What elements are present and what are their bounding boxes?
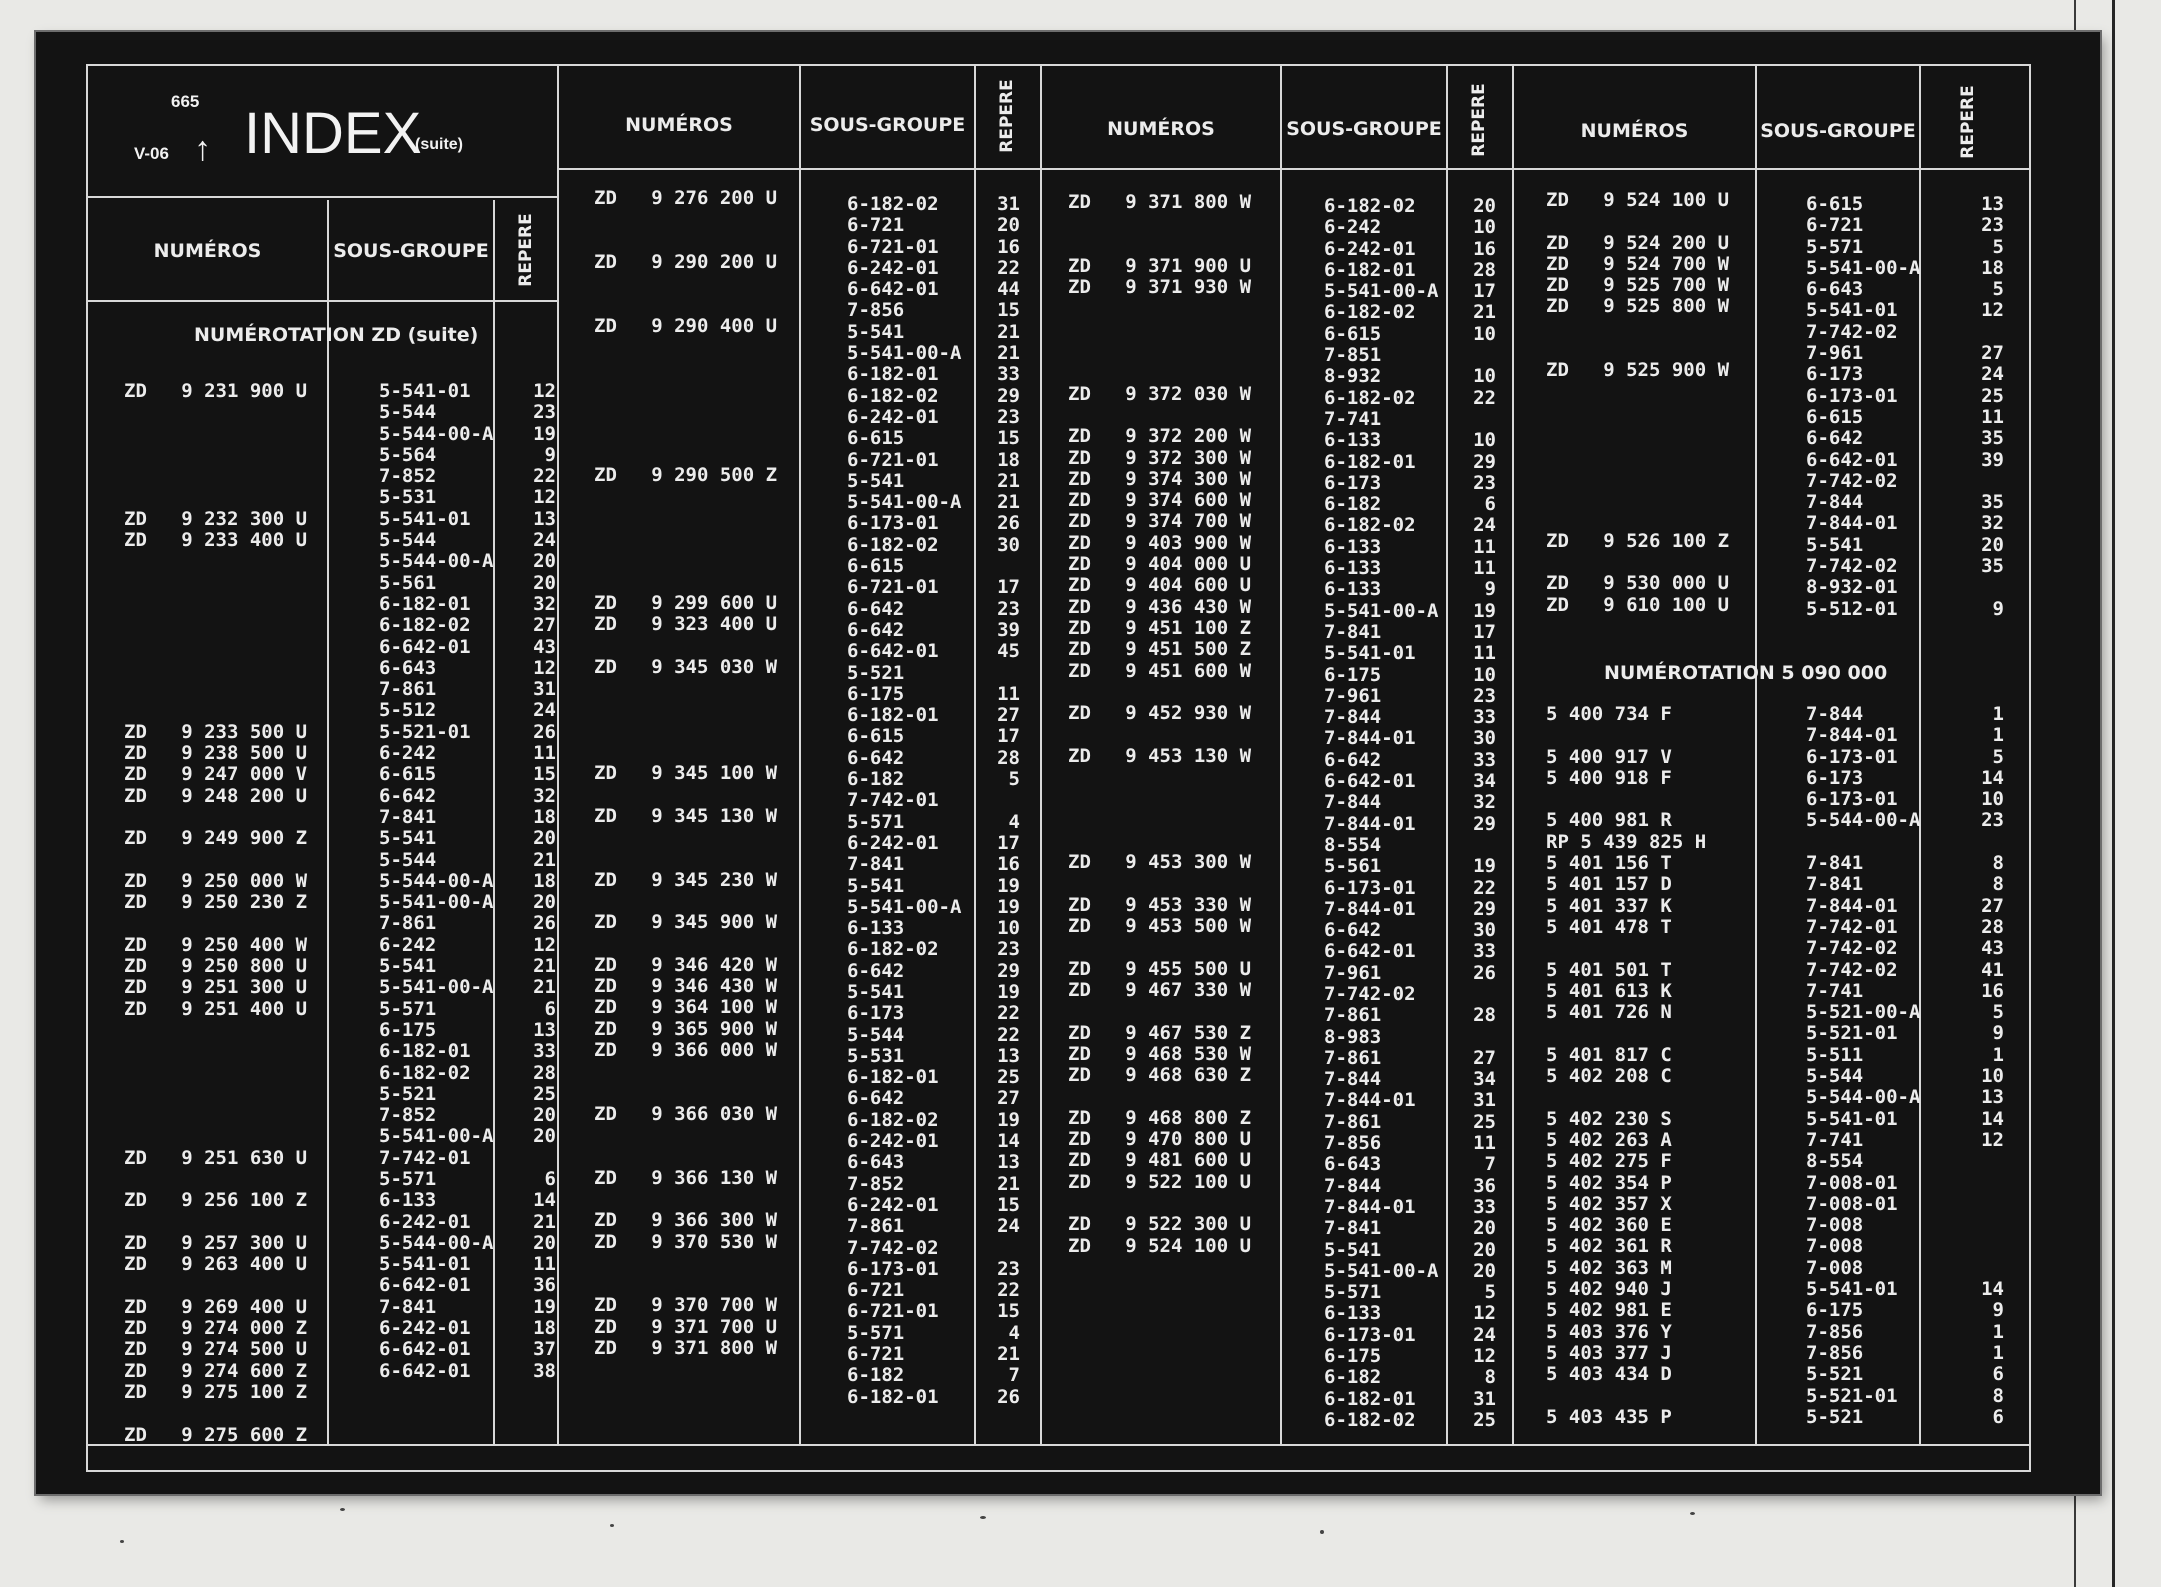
divider [1280, 64, 1282, 1446]
page-title-suffix: (suite) [415, 136, 463, 153]
header-rule [557, 168, 2031, 170]
sous-groupe-column: 6-182-02 6-721 6-721-01 6-242-01 6-642-01 7-856 5-541 5-541-00-A 6-182-01 6-182-02 6-242-01 6-615 6-721-01 5-541 5-541-00-A 6-173-01 6-182-02 6-615 6-721-01 6-642 6-642 6-642-01 5-521 6-175 6-182-01 6-615 6-642 6-182 7-742-01 5-571 6-242-01 7-841 5-541 5-541-00-A 6-133 6-182-02 6-642 5-541 6-173 5-544 5-531 6-182-01 6-642 6-182-02 6-242-01 6-643 7-852 6-242-01 7-861 7-742-02 6-173-01 6-721 6-721-01 5-571 6-721 6-182 6-182-01 [847, 193, 962, 1408]
paper-speck [120, 1540, 124, 1543]
photo-edge-line [2112, 0, 2115, 1587]
numeros-column: ZD 9 276 200 U ZD 9 290 200 U ZD 9 290 400 U ZD 9 290 500 Z ZD 9 299 600 U ZD 9 323 400 U ZD 9 345 030 W ZD 9 345 100 W ZD 9 345 130 W ZD 9 345 230 W ZD 9 345 900 W ZD 9 346 420 W ZD 9 346 430 W ZD 9 364 100 W ZD 9 365 900 W ZD 9 366 000 W ZD 9 366 030 W ZD 9 366 130 W ZD 9 366 300 W ZD 9 370 530 W ZD 9 370 700 W ZD 9 371 700 U ZD 9 371 800 W [594, 187, 778, 1360]
title-rule [86, 196, 559, 198]
header-repere: REPERE [997, 79, 1017, 153]
numeros-column: ZD 9 371 800 W ZD 9 371 900 U ZD 9 371 930 W ZD 9 372 030 W ZD 9 372 200 W ZD 9 372 300 W ZD 9 374 300 W ZD 9 374 600 W ZD 9 374 700 W ZD 9 403 900 W ZD 9 404 000 U ZD 9 404 600 U ZD 9 436 430 W ZD 9 451 100 Z ZD 9 451 500 Z ZD 9 451 600 W ZD 9 452 930 W ZD 9 453 130 W ZD 9 453 300 W ZD 9 453 330 W ZD 9 453 500 W ZD 9 455 500 U ZD 9 467 330 W ZD 9 467 530 Z ZD 9 468 530 W ZD 9 468 630 Z ZD 9 468 800 Z ZD 9 470 800 U ZD 9 481 600 U ZD 9 522 100 U ZD 9 522 300 U ZD 9 524 100 U [1068, 191, 1252, 1257]
paper-speck [1690, 1512, 1695, 1515]
header-numeros: NUMÉROS [1580, 120, 1689, 142]
divider [1755, 64, 1757, 1446]
repere-column: 1 1 5 14 10 23 8 8 27 28 43 41 16 5 9 1 10 13 14 12 14 9 1 1 6 8 6 [1981, 703, 2004, 1428]
divider [327, 200, 329, 1446]
page-title: INDEX [244, 101, 422, 166]
paper-speck [980, 1516, 986, 1519]
header-numeros: NUMÉROS [1107, 118, 1215, 140]
index-sheet [36, 32, 2100, 1494]
header-sous-groupe: SOUS-GROUPE [1286, 118, 1442, 140]
sous-groupe-column: 6-615 6-721 5-571 5-541-00-A 6-643 5-541-01 7-742-02 7-961 6-173 6-173-01 6-615 6-642 6-642-01 7-742-02 7-844 7-844-01 5-541 7-742-02 8-932-01 5-512-01 [1806, 193, 1921, 620]
header-rule [86, 300, 559, 302]
divider [1512, 64, 1514, 1446]
paper-speck [610, 1524, 614, 1527]
divider [1040, 64, 1042, 1446]
repere-column: 13 23 5 18 5 12 27 24 25 11 35 39 35 32 20 35 9 [1981, 193, 2004, 620]
header-repere: REPERE [516, 213, 536, 287]
frame-right [2029, 64, 2031, 1472]
header-sous-groupe: SOUS-GROUPE [1760, 120, 1916, 142]
header-repere: REPERE [1958, 85, 1978, 159]
repere-column: 12 23 19 9 22 12 13 24 20 20 32 27 43 12 31 24 26 11 15 32 18 20 21 18 20 26 12 21 21 6 13 33 28 25 20 20 6 14 21 20 11 36 19 18 37 38 [533, 380, 556, 1382]
ref-code: V-06 [134, 144, 169, 163]
section-title-5090000: NUMÉROTATION 5 090 000 [1604, 662, 1888, 684]
header-numeros: NUMÉROS [625, 114, 733, 136]
header-sous-groupe: SOUS-GROUPE [809, 114, 966, 136]
numeros-column: ZD 9 524 100 U ZD 9 524 200 U ZD 9 524 700 W ZD 9 525 700 W ZD 9 525 800 W ZD 9 525 900 W ZD 9 526 100 Z ZD 9 530 000 U ZD 9 610 100 U [1546, 189, 1730, 616]
frame-left [86, 64, 88, 1472]
arrow-up-icon: ↑ [194, 130, 211, 168]
paper-speck [1320, 1530, 1324, 1534]
divider [557, 64, 559, 1446]
repere-column: 31 20 16 22 44 15 21 21 33 29 23 15 18 21 21 26 30 17 23 39 45 11 27 17 28 5 4 17 16 19 19 10 23 29 19 22 22 13 25 27 19 14 13 21 15 24 23 22 15 4 21 7 26 [997, 193, 1020, 1408]
frame-bottom [86, 1444, 2031, 1446]
numeros-column: ZD 9 231 900 U ZD 9 232 300 U ZD 9 233 400 U ZD 9 233 500 U ZD 9 238 500 U ZD 9 247 000 V ZD 9 248 200 U ZD 9 249 900 Z ZD 9 250 000 W ZD 9 250 230 Z ZD 9 250 400 W ZD 9 250 800 U ZD 9 251 300 U ZD 9 251 400 U ZD 9 251 630 U ZD 9 256 100 Z ZD 9 257 300 U ZD 9 263 400 U ZD 9 269 400 U ZD 9 274 000 Z ZD 9 274 500 U ZD 9 274 600 Z ZD 9 275 100 Z ZD 9 275 600 Z [124, 380, 308, 1446]
header-sous-groupe: SOUS-GROUPE [333, 240, 489, 262]
page-number: 665 [171, 92, 200, 111]
frame-top [86, 64, 2031, 66]
sous-groupe-column: 5-541-01 5-544 5-544-00-A 5-564 7-852 5-531 5-541-01 5-544 5-544-00-A 5-561 6-182-01 6-182-02 6-642-01 6-643 7-861 5-512 5-521-01 6-242 6-615 6-642 7-841 5-541 5-544 5-544-00-A 5-541-00-A 7-861 6-242 5-541 5-541-00-A 5-571 6-175 6-182-01 6-182-02 5-521 7-852 5-541-00-A 7-742-01 5-571 6-133 6-242-01 5-544-00-A 5-541-01 6-642-01 7-841 6-242-01 6-642-01 6-642-01 [379, 380, 494, 1382]
section-title-zd: NUMÉROTATION ZD (suite) [194, 324, 479, 346]
sous-groupe-column: 7-844 7-844-01 6-173-01 6-173 6-173-01 5-544-00-A 7-841 7-841 7-844-01 7-742-01 7-742-02 7-742-02 7-741 5-521-00-A 5-521-01 5-511 5-544 5-544-00-A 5-541-01 7-741 8-554 7-008-01 7-008-01 7-008 7-008 7-008 5-541-01 6-175 7-856 7-856 5-521 5-521-01 5-521 [1806, 703, 1921, 1428]
header-numeros: NUMÉROS [153, 240, 262, 262]
numeros-column: 5 400 734 F 5 400 917 V 5 400 918 F 5 400 981 R RP 5 439 825 H 5 401 156 T 5 401 157 D 5 401 337 K 5 401 478 T 5 401 501 T 5 401 613 K 5 401 726 N 5 401 817 C 5 402 208 C 5 402 230 S 5 402 263 A 5 402 275 F 5 402 354 P 5 402 357 X 5 402 360 E 5 402 361 R 5 402 363 M 5 402 940 J 5 402 981 E 5 403 376 Y 5 403 377 J 5 403 434 D 5 403 435 P [1546, 703, 1707, 1428]
repere-column: 20 10 16 28 17 21 10 10 22 10 29 23 6 24 11 11 9 19 17 11 10 23 33 30 33 34 32 29 19 22 29 30 33 26 28 27 34 31 25 11 7 36 33 20 20 20 5 12 24 12 8 31 25 [1473, 195, 1496, 1431]
sous-groupe-column: 6-182-02 6-242 6-242-01 6-182-01 5-541-00-A 6-182-02 6-615 7-851 8-932 6-182-02 7-741 6-133 6-182-01 6-173 6-182 6-182-02 6-133 6-133 6-133 5-541-00-A 7-841 5-541-01 6-175 7-961 7-844 7-844-01 6-642 6-642-01 7-844 7-844-01 8-554 5-561 6-173-01 7-844-01 6-642 6-642-01 7-961 7-742-02 7-861 8-983 7-861 7-844 7-844-01 7-861 7-856 6-643 7-844 7-844-01 7-841 5-541 5-541-00-A 5-571 6-133 6-173-01 6-175 6-182 6-182-01 6-182-02 [1324, 195, 1439, 1431]
paper-speck [340, 1508, 345, 1511]
frame-bottom-rule [86, 1470, 2031, 1472]
header-repere: REPERE [1469, 83, 1489, 157]
divider [799, 64, 801, 1446]
